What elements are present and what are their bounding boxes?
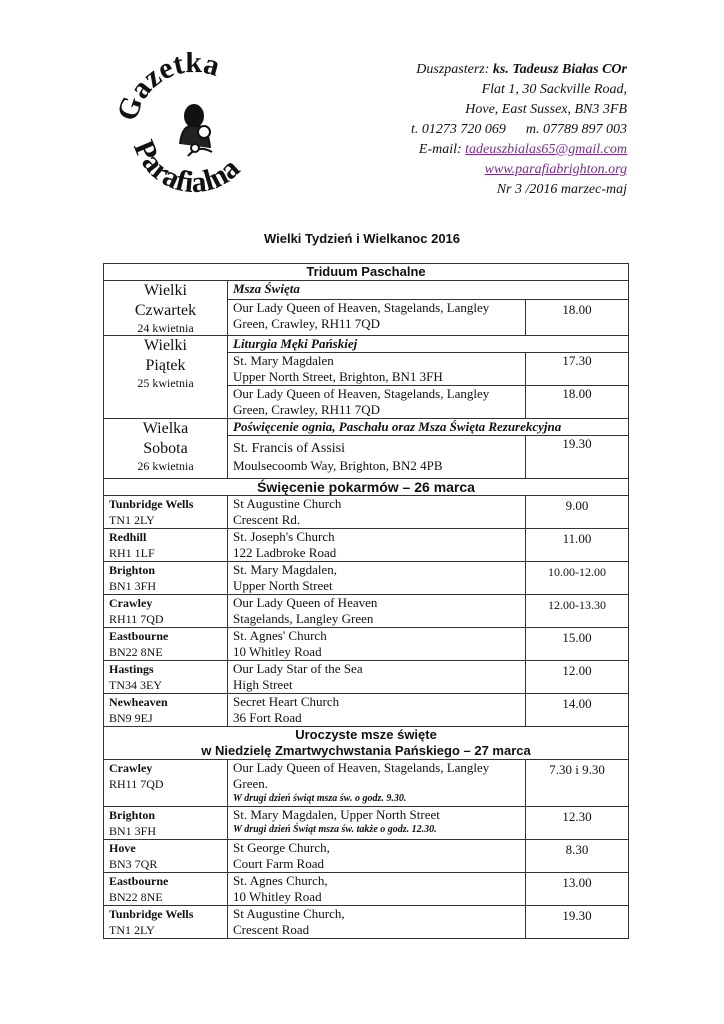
town-name: Eastbourne xyxy=(109,629,169,643)
pastor-name: ks. Tadeusz Białas COr xyxy=(492,62,627,77)
church-name: Our Lady Queen of Heaven xyxy=(233,595,378,610)
table-row xyxy=(104,906,629,939)
church-street: High Street xyxy=(233,677,293,692)
church-address xyxy=(228,807,526,840)
logo-graphic xyxy=(118,52,268,212)
day-cell-thursday xyxy=(104,281,228,336)
phone-number: t. 01273 720 069 xyxy=(410,122,506,137)
church-name: St George Church, xyxy=(233,840,330,855)
day-name-line1: Wielki xyxy=(144,282,187,299)
church-name: Our Lady Star of the Sea xyxy=(233,661,363,676)
triduum-heading: Triduum Paschalne xyxy=(104,264,629,281)
postcode: BN9 9EJ xyxy=(109,711,153,725)
church-street: 36 Fort Road xyxy=(233,710,302,725)
mass-time: 13.00 xyxy=(526,873,629,906)
day-cell-saturday xyxy=(104,419,228,479)
table-row xyxy=(104,562,629,595)
issue-number: Nr 3 /2016 marzec-maj xyxy=(496,182,627,197)
mass-time: 7.30 i 9.30 xyxy=(526,760,629,807)
day-name-line1: Wielki xyxy=(144,337,187,354)
email-label: E-mail: xyxy=(418,142,462,157)
table-row xyxy=(104,628,629,661)
parish-logo xyxy=(118,52,268,212)
pastor-line xyxy=(411,60,627,80)
church-address: Our Lady Queen of Heaven, Stagelands, Langley Green, Crawley, RH11 7QD xyxy=(228,386,526,419)
church-street: 10 Whitley Road xyxy=(233,644,322,659)
schedule-table xyxy=(103,263,629,939)
church-address xyxy=(228,436,526,479)
easter-heading xyxy=(104,727,629,760)
church-name: St. Mary Magdalen, xyxy=(233,562,337,577)
mass-time: 11.00 xyxy=(526,529,629,562)
blessing-rows xyxy=(104,496,629,727)
location-cell xyxy=(104,873,228,906)
mass-time: 19.30 xyxy=(526,906,629,939)
church-street: Court Farm Road xyxy=(233,856,324,871)
easter-rows xyxy=(104,760,629,939)
day-name-line2: Piątek xyxy=(145,357,186,374)
holy-family-icon xyxy=(180,105,212,156)
town-name: Brighton xyxy=(109,808,156,822)
church-street: Upper North Street xyxy=(233,578,333,593)
location-cell xyxy=(104,628,228,661)
pastor-label: Duszpasterz: xyxy=(416,62,490,77)
table-row xyxy=(104,694,629,727)
church-address xyxy=(228,595,526,628)
location-cell xyxy=(104,595,228,628)
triduum-heading-row xyxy=(104,264,629,281)
easter-heading-line1: Uroczyste msze święte xyxy=(295,727,437,742)
location-cell xyxy=(104,760,228,807)
mass-time: 18.00 xyxy=(526,386,629,419)
table-row xyxy=(104,840,629,873)
church-name: St Augustine Church xyxy=(233,496,342,511)
mass-time: 9.00 xyxy=(526,496,629,529)
location-cell xyxy=(104,807,228,840)
phone-line xyxy=(411,120,627,140)
church-street: Upper North Street, Brighton, BN1 3FH xyxy=(233,369,443,384)
church-name: St Augustine Church, xyxy=(233,906,345,921)
extra-mass-note: W drugi dzień świąt msza św. o godz. 9.30. xyxy=(233,793,407,804)
location-cell xyxy=(104,529,228,562)
day-date: 26 kwietnia xyxy=(137,459,194,473)
church-street: Crescent Rd. xyxy=(233,512,301,527)
church-address xyxy=(228,661,526,694)
friday-service-row xyxy=(104,336,629,353)
day-date: 24 kwietnia xyxy=(137,321,194,335)
page-title: Wielki Tydzień i Wielkanoc 2016 xyxy=(263,231,461,246)
mass-time: 12.00 xyxy=(526,661,629,694)
address-line-1: Flat 1, 30 Sackville Road, xyxy=(481,82,627,97)
location-cell xyxy=(104,840,228,873)
town-name: Crawley xyxy=(109,761,153,775)
day-name-line1: Wielka xyxy=(142,420,189,437)
location-cell xyxy=(104,906,228,939)
church-address xyxy=(228,760,526,807)
mass-time: 14.00 xyxy=(526,694,629,727)
church-address xyxy=(228,906,526,939)
mass-time: 15.00 xyxy=(526,628,629,661)
church-address xyxy=(228,873,526,906)
church-address xyxy=(228,529,526,562)
church-name: Secret Heart Church xyxy=(233,694,340,709)
mobile-number: m. 07789 897 003 xyxy=(525,122,627,137)
location-cell xyxy=(104,562,228,595)
town-name: Hastings xyxy=(109,662,154,676)
day-cell-friday xyxy=(104,336,228,419)
service-title: Poświęcenie ognia, Paschału oraz Msza Święta Rezurekcyjna xyxy=(228,419,629,436)
church-street: Stagelands, Langley Green xyxy=(233,611,374,626)
easter-heading-line2: w Niedzielę Zmartwychwstania Pańskiego – 27 marca xyxy=(201,743,531,758)
town-name: Crawley xyxy=(109,596,153,610)
postcode: BN1 3FH xyxy=(109,579,157,593)
table-row xyxy=(104,760,629,807)
day-name-line2: Czwartek xyxy=(134,302,197,319)
church-address xyxy=(228,496,526,529)
table-row xyxy=(104,496,629,529)
church-name: St. Agnes' Church xyxy=(233,628,327,643)
church-name: Our Lady Queen of Heaven, Stagelands, Langley Green. xyxy=(233,760,490,791)
postcode: BN3 7QR xyxy=(109,857,158,871)
location-cell xyxy=(104,661,228,694)
table-row xyxy=(104,529,629,562)
church-name: St. Mary Magdalen xyxy=(233,353,334,368)
mass-time: 10.00-12.00 xyxy=(526,562,629,595)
postcode: TN1 2LY xyxy=(109,513,155,527)
church-name: St. Francis of Assisi xyxy=(233,441,346,456)
town-name: Brighton xyxy=(109,563,156,577)
town-name: Tunbridge Wells xyxy=(109,907,194,921)
blessing-heading: Święcenie pokarmów – 26 marca xyxy=(104,479,629,496)
church-name: St. Agnes Church, xyxy=(233,873,328,888)
church-street: 10 Whitley Road xyxy=(233,889,322,904)
address-line-2: Hove, East Sussex, BN3 3FB xyxy=(465,102,627,117)
logo-word-bottom: Parafialna xyxy=(126,135,247,200)
postcode: TN1 2LY xyxy=(109,923,155,937)
table-row xyxy=(104,873,629,906)
table-row xyxy=(104,595,629,628)
postcode: RH11 7QD xyxy=(109,612,164,626)
church-address xyxy=(228,840,526,873)
postcode: RH1 1LF xyxy=(109,546,155,560)
table-row xyxy=(104,661,629,694)
town-name: Eastbourne xyxy=(109,874,169,888)
mass-time: 18.00 xyxy=(526,299,629,335)
church-street: 122 Ladbroke Road xyxy=(233,545,337,560)
church-name: St. Mary Magdalen, Upper North Street xyxy=(233,807,440,822)
postcode: RH11 7QD xyxy=(109,777,164,791)
church-address xyxy=(228,562,526,595)
church-address xyxy=(228,353,526,386)
mass-time: 12.30 xyxy=(526,807,629,840)
thursday-service-row xyxy=(104,281,629,300)
church-address xyxy=(228,694,526,727)
church-street: Moulsecoomb Way, Brighton, BN2 4PB xyxy=(233,458,443,473)
town-name: Redhill xyxy=(109,530,147,544)
town-name: Newheaven xyxy=(109,695,168,709)
mass-time: 19.30 xyxy=(526,436,629,479)
postcode: TN34 3EY xyxy=(109,678,162,692)
extra-mass-note: W drugi dzień Świąt msza św. także o godz. 12.30. xyxy=(233,824,437,835)
day-name-line2: Sobota xyxy=(143,440,188,457)
postcode: BN22 8NE xyxy=(109,890,163,904)
table-row xyxy=(104,807,629,840)
saturday-service-row xyxy=(104,419,629,436)
church-address: Our Lady Queen of Heaven, Stagelands, Langley Green, Crawley, RH11 7QD xyxy=(228,299,526,335)
church-address xyxy=(228,628,526,661)
logo-word-top: azetka xyxy=(122,52,224,105)
mass-time: 8.30 xyxy=(526,840,629,873)
church-street: Crescent Road xyxy=(233,922,310,937)
town-name: Hove xyxy=(109,841,136,855)
website-line xyxy=(411,160,627,180)
service-title: Liturgia Męki Pańskiej xyxy=(228,336,629,353)
postcode: BN1 3FH xyxy=(109,824,157,838)
postcode: BN22 8NE xyxy=(109,645,163,659)
mass-time: 12.00-13.30 xyxy=(526,595,629,628)
day-date: 25 kwietnia xyxy=(137,376,194,390)
mass-time: 17.30 xyxy=(526,353,629,386)
town-name: Tunbridge Wells xyxy=(109,497,194,511)
email-link[interactable]: tadeuszbialas65@gmail.com xyxy=(465,142,627,157)
email-line xyxy=(411,140,627,160)
location-cell xyxy=(104,496,228,529)
contact-block xyxy=(411,60,627,200)
easter-heading-row xyxy=(104,727,629,760)
blessing-heading-row xyxy=(104,479,629,496)
church-name: St. Joseph's Church xyxy=(233,529,335,544)
location-cell xyxy=(104,694,228,727)
service-title: Msza Święta xyxy=(228,281,629,300)
website-link[interactable]: www.parafiabrighton.org xyxy=(484,162,627,177)
